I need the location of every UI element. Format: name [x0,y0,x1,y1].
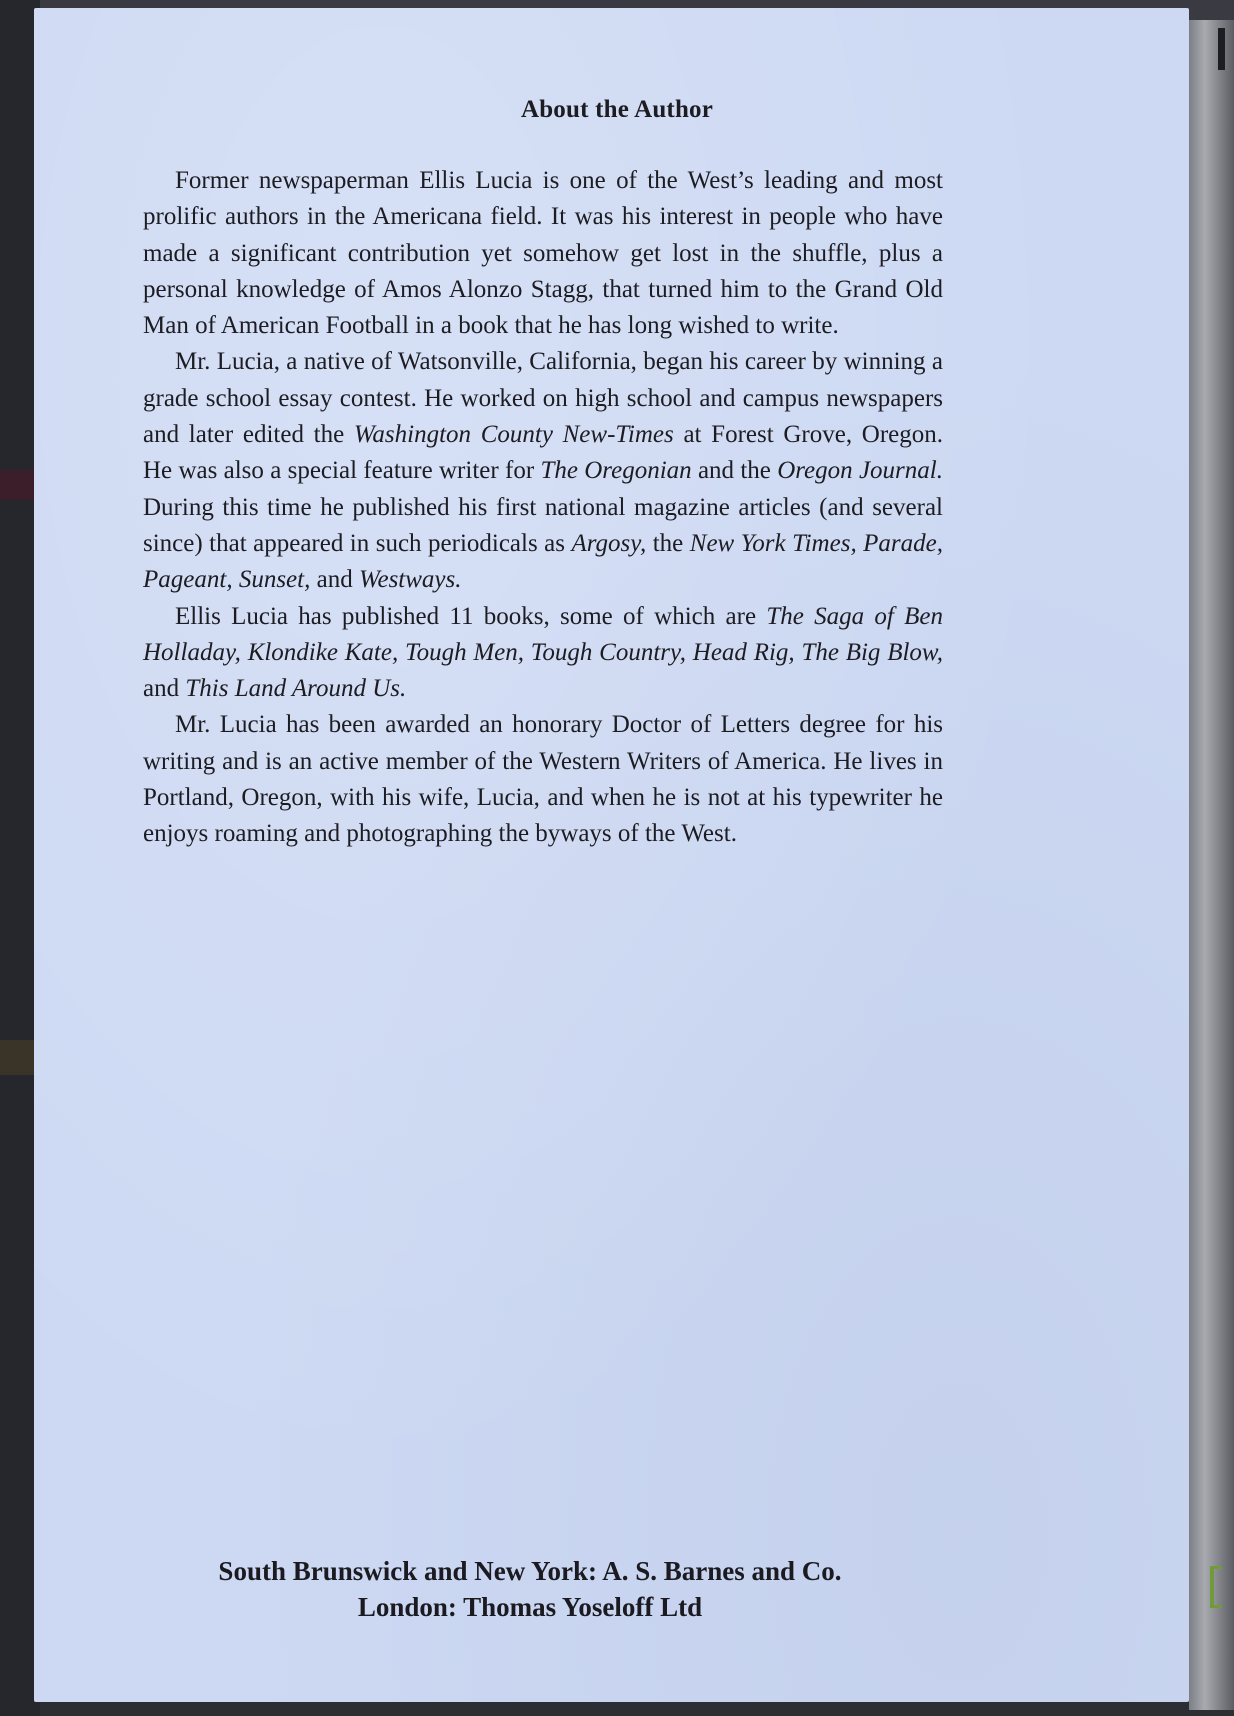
bio-paragraph [143,344,943,598]
text-run: Ellis Lucia has published 11 books, some of which are [175,602,767,630]
italic-title-run: Oregon Journal. [777,457,943,485]
text-run: Former newspaperman Ellis Lucia is one of the West’s leading and most prolific authors in the Americana field. It was his interest in people who have made a significant contribution yet somehow get lost in the shuffle, plus a personal knowledge of Amos Alonzo Stagg, that turned him to the Grand Old Man of American Football in a book that he has long wished to write. [143,167,943,340]
text-run: and the [691,457,778,485]
publisher-imprint [0,1553,1060,1625]
italic-title-run: New York Times, Parade, Pageant, Sunset, [143,529,944,594]
text-run: Mr. Lucia, a native of Watsonville, California, began his career by winning a grade school essay contest. He worked on high school and campus newspapers and later edited the [143,348,943,449]
italic-title-run: The Saga of Ben Holladay, Klondike Kate, Tough Men, Tough Country, Head Rig, The Big Blow, [143,602,943,666]
publisher-line-2: London: Thomas Yoseloff Ltd [357,1592,703,1622]
text-run: the [646,529,690,557]
spine-letter-fragment [1218,28,1225,70]
text-run: During this time he published his first national magazine articles (and several since) that appeared in such periodicals as [143,493,943,557]
book-spine-edge [1189,20,1234,1710]
bio-paragraph [143,707,943,852]
bio-paragraph [143,599,943,708]
bio-paragraph [143,163,943,344]
text-run: and [143,675,186,703]
text-run: at Forest Grove, Oregon. He was also a special feature writer for [143,421,944,485]
italic-title-run: Washington County New-Times [353,421,674,449]
text-run: and [310,566,359,594]
spine-green-letter-fragment [1210,1566,1222,1608]
italic-title-run: This Land Around Us. [185,675,407,703]
section-heading: About the Author [520,96,714,123]
author-biography [143,163,943,853]
italic-title-run: Westways. [358,566,462,594]
publisher-line-1: South Brunswick and New York: A. S. Barnes and Co. [218,1556,842,1586]
italic-title-run: The Oregonian [540,457,692,485]
text-run: Mr. Lucia has been awarded an honorary Doctor of Letters degree for his writing and is an active member of the Western Writers of America. He lives in Portland, Oregon, with his wife, Lucia, and when he is not at his typewriter he enjoys roaming and photographing the byways of the West. [143,711,943,848]
italic-title-run: Argosy, [571,529,647,557]
